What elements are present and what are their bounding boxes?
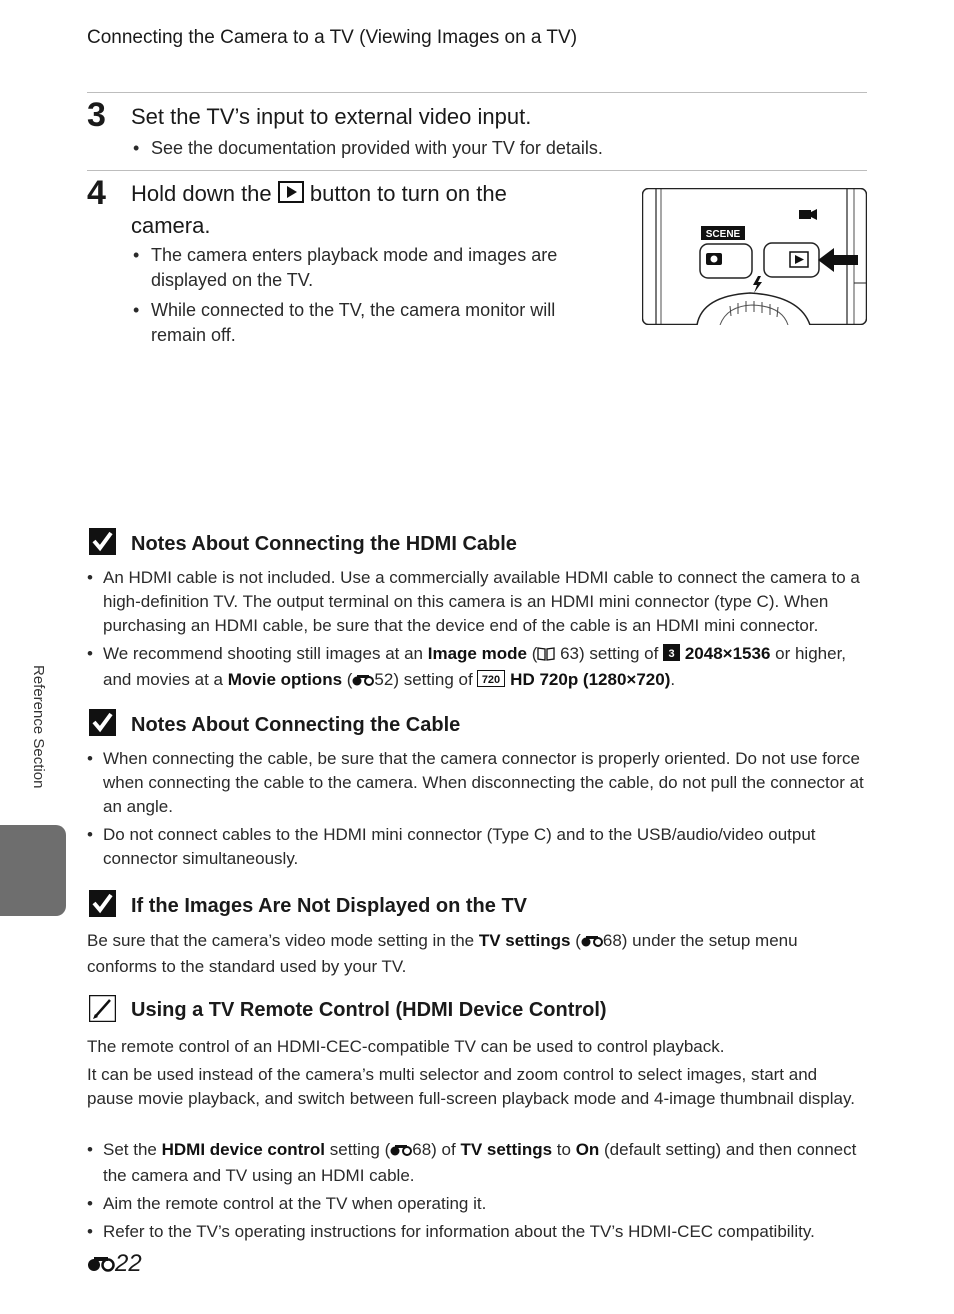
setting-name: TV settings bbox=[460, 1140, 553, 1159]
scene-label: SCENE bbox=[705, 229, 741, 240]
text: (default setting) and then connect the camera and TV using an HDMI cable. bbox=[103, 1140, 857, 1185]
bullet: • bbox=[87, 1222, 93, 1241]
bullet: • bbox=[87, 825, 93, 844]
reference-icon bbox=[390, 1140, 412, 1164]
text: or higher, and movies at a bbox=[103, 644, 847, 689]
list-item bbox=[87, 1138, 867, 1188]
setting-name: HDMI device control bbox=[161, 1140, 326, 1159]
bullet: • bbox=[133, 300, 140, 320]
divider bbox=[87, 170, 867, 171]
check-note-icon bbox=[89, 528, 116, 560]
notes-list bbox=[87, 566, 867, 698]
list-item bbox=[87, 1192, 867, 1216]
setting-name: Movie options bbox=[227, 670, 343, 689]
bullet: • bbox=[133, 245, 140, 265]
section-heading: Using a TV Remote Control (HDMI Device Control) bbox=[131, 999, 607, 1021]
list-item-text: Refer to the TV’s operating instructions for information about the TV’s HDMI-CEC compatibility. bbox=[103, 1222, 815, 1241]
list-item-text: The camera enters playback mode and images are displayed on the TV. bbox=[151, 245, 558, 290]
check-note-icon bbox=[89, 890, 116, 922]
list-item-text: When connecting the cable, be sure that the camera connector is properly oriented. Do not use force when connecting the cable to the camera. When disconnecting the cable, do not pull the connector at an angle. bbox=[103, 749, 864, 816]
setting-value: On bbox=[575, 1140, 600, 1159]
bullet: • bbox=[87, 1194, 93, 1213]
text: Be sure that the camera’s video mode setting in the bbox=[87, 931, 479, 950]
bullet: • bbox=[87, 644, 93, 663]
bullet: • bbox=[87, 749, 93, 768]
step-title-part: camera. bbox=[131, 213, 211, 238]
setting-value: 2048×1536 bbox=[684, 644, 771, 663]
divider bbox=[87, 92, 867, 93]
list-item bbox=[87, 747, 867, 819]
text: 68) under the setup menu conforms to the standard used by your TV. bbox=[87, 931, 798, 976]
reference-icon bbox=[352, 670, 374, 694]
step-number: 3 bbox=[87, 96, 106, 134]
paragraph: It can be used instead of the camera’s multi selector and zoom control to select images, start and pause movie playback, and switch between full-screen playback mode and 4-image thumbnail display. bbox=[87, 1065, 855, 1108]
page-number bbox=[87, 1250, 142, 1280]
list-item bbox=[133, 136, 603, 161]
step-number: 4 bbox=[87, 174, 106, 212]
list-item-text: While connected to the TV, the camera monitor will remain off. bbox=[151, 300, 556, 345]
book-icon bbox=[537, 644, 555, 668]
section-heading: Notes About Connecting the HDMI Cable bbox=[131, 533, 517, 555]
paragraph: The remote control of an HDMI-CEC-compatible TV can be used to control playback. bbox=[87, 1037, 725, 1056]
camera-illustration bbox=[642, 188, 867, 325]
step-title bbox=[131, 179, 601, 241]
list-item-text: See the documentation provided with your TV for details. bbox=[151, 138, 603, 158]
page-number-text: 22 bbox=[115, 1250, 142, 1277]
text: ( bbox=[342, 670, 353, 689]
page-header: Connecting the Camera to a TV (Viewing Images on a TV) bbox=[87, 27, 578, 48]
paragraph bbox=[87, 929, 867, 979]
setting-name: Image mode bbox=[427, 644, 527, 663]
reference-icon bbox=[581, 931, 603, 955]
text: ( bbox=[531, 644, 538, 663]
pencil-note-icon bbox=[89, 995, 116, 1027]
section-tab bbox=[0, 825, 66, 916]
svg-text:720: 720 bbox=[482, 674, 501, 686]
text: Set the bbox=[103, 1140, 162, 1159]
notes-list bbox=[87, 747, 867, 875]
sidebar-label: Reference Section bbox=[30, 665, 47, 789]
list-item bbox=[87, 642, 867, 694]
check-note-icon bbox=[89, 709, 116, 741]
movie-720p-icon bbox=[477, 670, 505, 694]
list-item-text: Aim the remote control at the TV when operating it. bbox=[103, 1194, 487, 1213]
text: setting ( bbox=[325, 1140, 391, 1159]
list-item bbox=[133, 243, 591, 293]
reference-section-icon bbox=[87, 1252, 115, 1280]
step-title: Set the TV’s input to external video input. bbox=[131, 104, 532, 129]
section-heading: If the Images Are Not Displayed on the TV bbox=[131, 895, 527, 917]
svg-text:3: 3 bbox=[668, 648, 675, 660]
text: . bbox=[670, 670, 676, 689]
bullet: • bbox=[133, 138, 140, 158]
list-item bbox=[133, 298, 591, 348]
list-item-text: An HDMI cable is not included. Use a commercially available HDMI cable to connect the camera to a high-definition TV. The output terminal on this camera is an HDMI mini connector (type C). When purchasing an HDMI cable, be sure that the device end of the cable is an HDMI mini connector. bbox=[103, 568, 860, 635]
bullet: • bbox=[87, 568, 93, 587]
text: to bbox=[552, 1140, 576, 1159]
list-item bbox=[87, 823, 867, 871]
list-item bbox=[87, 1220, 867, 1244]
bullet: • bbox=[87, 1140, 93, 1159]
text: 63) setting of bbox=[555, 644, 664, 663]
list-item-text: Do not connect cables to the HDMI mini connector (Type C) and to the USB/audio/video output connector simultaneously. bbox=[103, 825, 816, 868]
play-button-icon bbox=[278, 181, 304, 211]
remote-list bbox=[87, 1138, 867, 1248]
step-title-part: button to turn on the bbox=[309, 181, 507, 206]
text: 52) setting of bbox=[374, 670, 478, 689]
setting-name: TV settings bbox=[478, 931, 571, 950]
setting-value: HD 720p (1280×720) bbox=[510, 670, 671, 689]
text: We recommend shooting still images at an bbox=[103, 644, 424, 663]
text: ( bbox=[570, 931, 581, 950]
text: 68) of bbox=[412, 1140, 461, 1159]
image-size-icon bbox=[663, 644, 680, 668]
step-title-part: Hold down the bbox=[131, 181, 272, 206]
section-heading: Notes About Connecting the Cable bbox=[131, 714, 461, 736]
list-item bbox=[87, 566, 867, 638]
